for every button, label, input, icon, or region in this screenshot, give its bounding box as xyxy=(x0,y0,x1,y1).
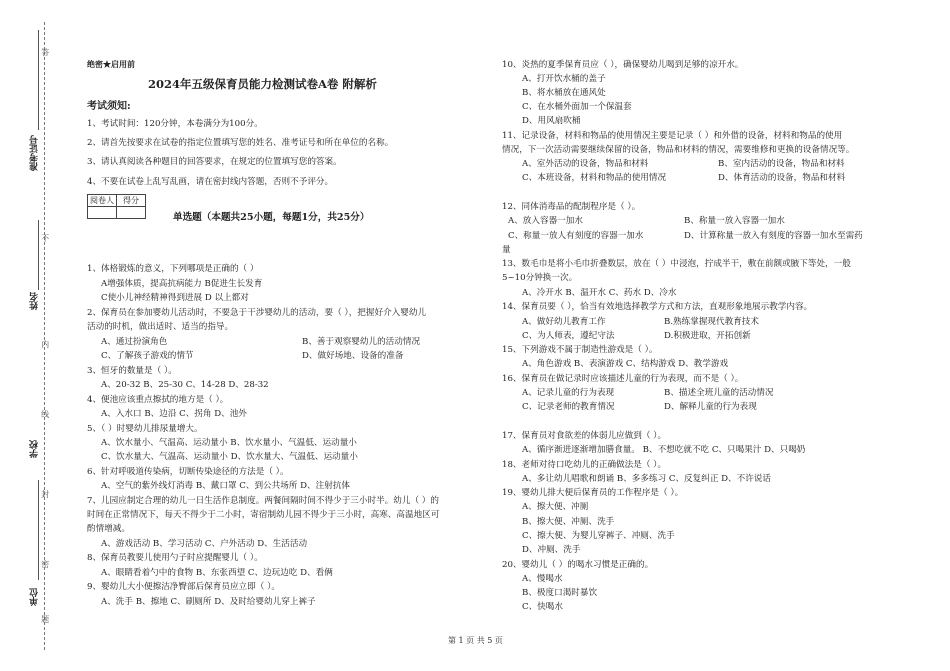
option-line: D.积极进取，开拓创新 xyxy=(664,331,751,341)
option-line: B、描述全班儿童的活动情况 xyxy=(664,388,774,398)
option-line: A、游戏活动 B、学习活动 C、户外活动 D、生活活动 xyxy=(101,539,308,549)
seal-mark-text: 答 xyxy=(40,48,50,56)
question-line: 5、（ ）时婴幼儿排尿量增大。 xyxy=(87,424,203,434)
question-line: 2、保育员在参加婴幼儿活动时，不要急于干涉婴幼儿的活动，要（ ），把握好介入婴幼儿 xyxy=(87,308,427,318)
option-line: C、在水桶外面加一个保温套 xyxy=(522,102,632,112)
seal-mark-text: 不 xyxy=(40,234,50,242)
option-line: A、洗手 B、擦地 C、刷厕所 D、及时给婴幼儿穿上裤子 xyxy=(101,597,316,607)
question-line: 情况，下一次活动需要继续保留的设备，物品和材料的情况，需要维修和更换的设备情况等。 xyxy=(502,145,855,155)
option-line: B、室内活动的设备，物品和材料 xyxy=(718,159,845,169)
option-line: C、称量一放人有刻度的容器一加水 xyxy=(508,231,644,241)
option-line: A、入水口 B、边沿 C、拐角 D、池外 xyxy=(101,409,247,419)
option-line: 量 xyxy=(502,245,511,255)
option-line: A、20-32 B、25-30 C、14-28 D、28-32 xyxy=(101,380,269,390)
option-line: C、为人师表，遵纪守法 xyxy=(522,331,615,341)
question-line: 7、儿园应制定合理的幼儿一日生活作息制度。两餐间隔时间不得少于三小时半。幼儿（ ）的 xyxy=(87,496,439,506)
option-line: A、循序渐进逐渐增加膳食量。 B、不想吃就不吃 C、只喝果汁 D、只喝奶 xyxy=(522,445,806,455)
margin-label-school: 学校 xyxy=(30,440,40,458)
score-cell[interactable] xyxy=(117,207,146,219)
option-line: C、了解孩子游戏的情节 xyxy=(101,351,194,361)
school-fill-line[interactable] xyxy=(38,480,39,580)
question-line: 8、保育员教要儿使用勺子时应提醒婴儿（ ）。 xyxy=(87,553,263,563)
seal-mark-text: 封 xyxy=(40,490,50,498)
seal-mark-text: 题 xyxy=(40,615,50,623)
option-line: A、通过扮演角色 xyxy=(101,337,168,347)
margin-label-unit: 单位 xyxy=(30,588,40,606)
question-line: 5~10分钟换一次。 xyxy=(502,273,578,283)
score-table-grader-header: 阅卷人 xyxy=(88,195,117,207)
question-line: 19、婴幼儿排大便后保育员的工作程序是（ ）。 xyxy=(502,488,684,498)
question-line: 15、下列游戏不属于制造性游戏是（ ）。 xyxy=(502,345,658,355)
question-line: 10、炎热的夏季保育员应（ ），确保婴幼儿喝到足够的凉开水。 xyxy=(502,60,744,70)
grader-cell[interactable] xyxy=(88,207,117,219)
notice-heading: 考试须知: xyxy=(87,101,131,112)
question-line: 6、针对呼吸道传染病，切断传染途径的方法是（ ）。 xyxy=(87,467,289,477)
question-line: 14、保育员要（ ），恰当有效地选择教学方式和方法，直观形象地展示教学内容。 xyxy=(502,302,813,312)
option-line: A、室外活动的设备，物品和材料 xyxy=(522,159,649,169)
margin-label-exam-number: 准考证号 xyxy=(30,135,40,171)
section-title: 单选题（本题共25小题，每题1分，共25分） xyxy=(173,212,370,223)
question-line: 16、保育员在做记录时应该描述儿童的行为表现，而不是（ ）。 xyxy=(502,374,744,384)
question-line: 12、同体消毒品的配制程序是（ ）。 xyxy=(502,202,641,212)
option-line: B、将水桶放在通风处 xyxy=(522,88,606,98)
secret-mark: 绝密★启用前 xyxy=(87,59,135,69)
option-line: B、称量一放入容器一加水 xyxy=(684,216,785,226)
option-line: D、体育活动的设备，物品和材料 xyxy=(718,173,846,183)
option-line: D、解释儿童的行为表现 xyxy=(664,402,757,412)
question-line: 时间在正常情况下，每天不得少于二小时，寄宿制幼儿园不得少于三小时，高寒、高温地区可 xyxy=(87,510,440,520)
question-line: 9、婴幼儿大小便擦洁净臀部后保育员应立即（ ）。 xyxy=(87,582,280,592)
option-line: C、记录老师的教育情况 xyxy=(522,402,615,412)
option-line: A、冷开水 B、温开水 C、药水 D、冷水 xyxy=(522,288,677,298)
exam-number-fill-line[interactable] xyxy=(38,30,39,130)
question-line: 3、恒牙的数量是（ ）。 xyxy=(87,366,177,376)
question-line: 4、便池应该重点擦拭的地方是（ ）。 xyxy=(87,395,229,405)
score-table xyxy=(87,194,146,219)
binding-dashed-line xyxy=(44,22,45,650)
question-line: 20、婴幼儿（ ）的喝水习惯是正确的。 xyxy=(502,560,654,570)
question-line: 11、记录设备，材料和物品的使用情况主要是记录（ ）和外借的设备，材料和物品的使用 xyxy=(502,131,843,141)
option-line: A、角色游戏 B、表演游戏 C、结构游戏 D、教学游戏 xyxy=(522,359,729,369)
option-line: B、善于观察婴幼儿的活动情况 xyxy=(302,337,421,347)
notice-item: 1、考试时间：120分钟，本卷满分为100分。 xyxy=(87,119,263,129)
question-line: 17、保育员对食欲差的体弱儿应做到（ ）。 xyxy=(502,431,667,441)
question-line: 1、体格锻炼的意义，下列哪项是正确的（ ） xyxy=(87,264,259,274)
notice-item: 3、请认真阅读各种题目的回答要求，在规定的位置填写您的答案。 xyxy=(87,157,342,167)
option-line: C使小儿神经精神得到进展 D 以上都对 xyxy=(101,293,249,303)
option-line: B、极度口渴时暴饮 xyxy=(522,588,598,598)
notice-item: 4、不要在试卷上乱写乱画，请在密封线内答题，否则不予评分。 xyxy=(87,177,334,187)
option-line: A、打开饮水桶的盖子 xyxy=(522,74,606,84)
question-line: 活动的时机，做出适时、适当的指导。 xyxy=(87,322,234,332)
option-line: C、本班设备，材料和物品的使用情况 xyxy=(522,173,667,183)
option-line: C、擦大便、为婴儿穿裤子、冲厕、洗手 xyxy=(522,531,675,541)
option-line: B、擦大便、冲厕、洗手 xyxy=(522,517,615,527)
page-number: 第 1 页 共 5 页 xyxy=(448,636,503,645)
option-line: A、多让幼儿唱歌和朗诵 B、多多练习 C、反复纠正 D、不许说话 xyxy=(522,474,772,484)
margin-label-name: 姓名 xyxy=(30,292,40,310)
seal-mark-text: 内 xyxy=(40,340,50,348)
seal-mark-text: 密 xyxy=(40,560,50,568)
notice-item: 2、请首先按要求在试卷的指定位置填写您的姓名、准考证号和所在单位的名称。 xyxy=(87,138,394,148)
option-line: A、擦大便、冲厕 xyxy=(522,502,589,512)
seal-mark-text: 线 xyxy=(40,410,50,418)
option-line: A、做好幼儿教育工作 xyxy=(522,317,606,327)
question-line: 18、老师对待口吃幼儿的正确做法是（ ）。 xyxy=(502,460,667,470)
option-line: A、眼睛看着勺中的食物 B、东张西望 C、边玩边吃 D、看俩 xyxy=(101,568,333,578)
option-line: A、空气的紫外线灯消毒 B、戴口罩 C、到公共场所 D、注射抗体 xyxy=(101,481,351,491)
score-table-score-header: 得分 xyxy=(117,195,146,207)
option-line: D、计算称量一放入有刻度的容器一加水至需药 xyxy=(684,231,863,241)
option-line: C、饮水量大、气温高、运动量小 D、饮水量大、气温低、运动量小 xyxy=(101,452,358,462)
option-line: B.熟练掌握现代教育技术 xyxy=(664,317,759,327)
option-line: D、冲厕、洗手 xyxy=(522,545,581,555)
question-line: 13、数毛巾是将小毛巾折叠数层，放在（ ）中浸泡，拧成半干，敷在前额或腋下等处，一般 xyxy=(502,259,851,269)
option-line: D、用风扇吹桶 xyxy=(522,116,581,126)
name-fill-line[interactable] xyxy=(38,220,39,290)
option-line: A、记录儿童的行为表现 xyxy=(522,388,615,398)
option-line: A、饮水量小、气温高、运动量小 B、饮水量小、气温低、运动量小 xyxy=(101,438,357,448)
option-line: A、慢喝水 xyxy=(522,574,563,584)
option-line: D、做好场地、设备的准备 xyxy=(302,351,404,361)
option-line: C、快喝水 xyxy=(522,602,563,612)
question-line: 酌情增减。 xyxy=(87,524,130,534)
option-line: A增强体质，提高抗病能力 B促进生长发育 xyxy=(101,279,263,289)
exam-title: 2024年五级保育员能力检测试卷A卷 附解析 xyxy=(148,77,377,91)
option-line: A、放入容器一加水 xyxy=(508,216,583,226)
